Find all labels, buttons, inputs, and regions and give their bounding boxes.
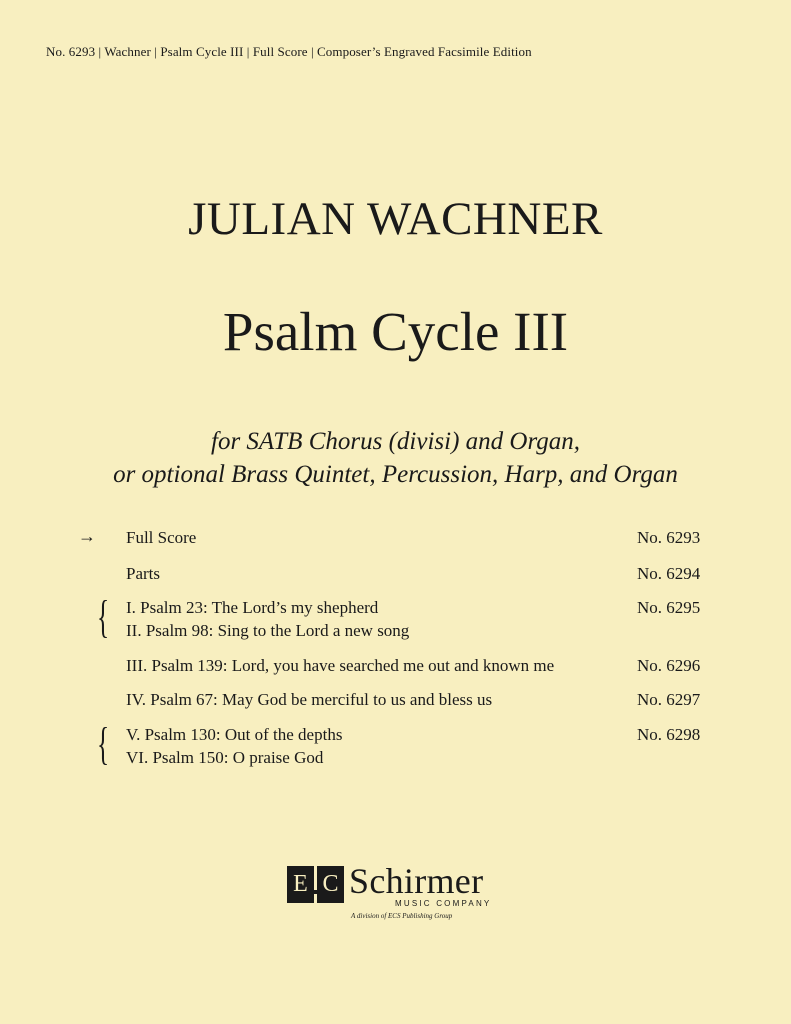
logo-subtitle: MUSIC COMPANY bbox=[395, 899, 492, 908]
item-label: VI. Psalm 150: O praise God bbox=[126, 748, 324, 767]
item-label: Parts bbox=[126, 564, 160, 583]
brace-icon: { bbox=[97, 718, 110, 769]
work-title: Psalm Cycle III bbox=[222, 301, 569, 362]
item-number: No. 6297 bbox=[637, 690, 701, 709]
item-number: No. 6295 bbox=[637, 598, 701, 617]
logo-c-box: C bbox=[317, 866, 344, 903]
brace-icon: { bbox=[97, 591, 110, 642]
instrumentation-subtitle bbox=[0, 425, 791, 491]
arrow-icon: → bbox=[78, 526, 96, 546]
item-number: No. 6294 bbox=[637, 564, 701, 583]
item-label: II. Psalm 98: Sing to the Lord a new song bbox=[126, 621, 410, 640]
item-number: No. 6296 bbox=[637, 656, 701, 675]
logo-name: Schirmer bbox=[349, 861, 484, 901]
subtitle-line-2: or optional Brass Quintet, Percussion, Harp, and Organ bbox=[113, 461, 678, 488]
item-label: V. Psalm 130: Out of the depths bbox=[126, 725, 343, 744]
publisher-logo bbox=[287, 861, 517, 928]
item-label: III. Psalm 139: Lord, you have searched me out and known me bbox=[126, 656, 555, 675]
item-number: No. 6298 bbox=[637, 725, 701, 744]
logo-e-box: E bbox=[287, 866, 314, 903]
item-label: I. Psalm 23: The Lord’s my shepherd bbox=[126, 598, 379, 617]
catalog-header-line: No. 6293 | Wachner | Psalm Cycle III | Full Score | Composer’s Engraved Facsimile Edition bbox=[46, 44, 532, 59]
item-number: No. 6293 bbox=[637, 528, 701, 547]
item-label: Full Score bbox=[126, 528, 197, 547]
subtitle-line-1: for SATB Chorus (divisi) and Organ, bbox=[211, 428, 580, 455]
composer-name: JULIAN WACHNER bbox=[188, 193, 603, 245]
item-label: IV. Psalm 67: May God be merciful to us and bless us bbox=[126, 690, 493, 709]
logo-division-text: A division of ECS Publishing Group bbox=[351, 912, 453, 920]
